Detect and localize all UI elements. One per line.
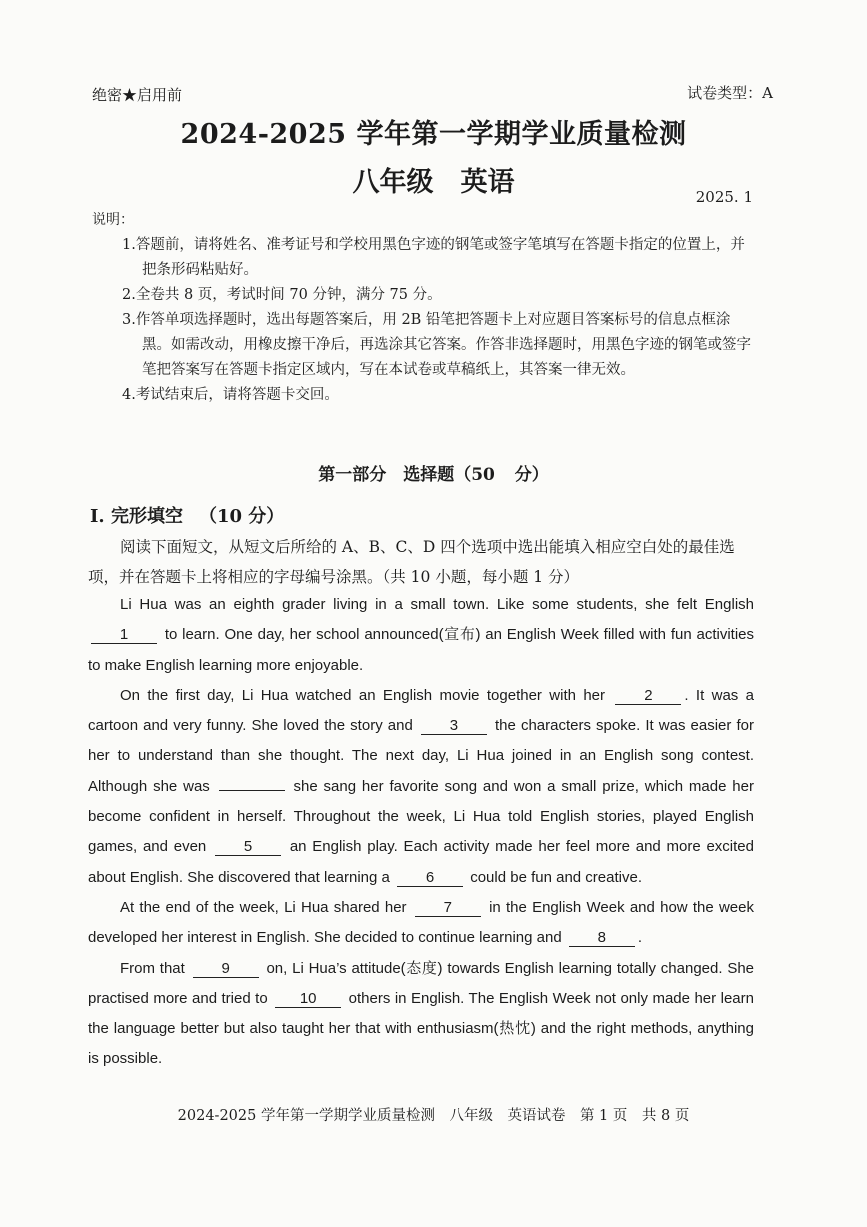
blank-3: 3 [421,717,487,735]
paper-type-label: 试卷类型：A [687,84,773,102]
passage-text: to learn. One day, her school announced(宣布) an English Week filled with fun activities to make English learning more enjoyable. [88,626,754,674]
confidential-label: 绝密★启用前 [92,86,183,104]
passage-text: Li Hua was an eighth grader living in a small town. Like some students, she felt English [120,596,754,613]
blank-5: 5 [215,838,281,856]
passage-text: From that [120,959,185,977]
passage-paragraph [88,681,754,893]
note-item: 1.答题前，请将姓名、准考证号和学校用黑色字迹的钢笔或签字笔填写在答题卡指定的位置上，并把条形码粘贴好。 [122,237,745,278]
blank-9: 9 [193,960,259,978]
blank-6: 6 [397,869,463,887]
blank-10: 10 [275,990,341,1008]
passage-text: . [637,929,643,947]
passage-text: At the end of the week, Li Hua shared her [120,898,407,916]
passage-text: . It was a cartoon and very funny. She loved the story and [88,686,755,735]
passage-text: in the English Week and how the week developed her interest in English. She decided to continue learning and [88,898,754,947]
passage-paragraph [88,590,754,681]
passage-paragraph [88,893,754,954]
blank-8: 8 [569,929,635,947]
section-name: I. 完形填空 [90,506,183,527]
passage-text: the characters spoke. It was easier for her to understand than she thought. The next day, Li Hua joined in an English song contest. Although she was [88,717,754,795]
section-score: （10 分） [198,506,285,527]
notes-list [122,233,754,408]
note-item: 4.考试结束后，请将答题卡交回。 [122,387,339,403]
passage-text: On the first day, Li Hua watched an English movie together with her [120,686,606,704]
blank-4 [219,790,285,791]
note-item: 3.作答单项选择题时，选出每题答案后，用 2B 铅笔把答题卡上对应题目答案标号的信息点框涂黑。如需改动，用橡皮擦干净后，再选涂其它答案。作答非选择题时，用黑色字迹的钢笔或签字笔把答案写在答题卡指定区域内，写在本试卷或草稿纸上，其答案一律无效。 [122,312,751,378]
notes-heading: 说明： [92,212,134,228]
exam-title: 2024-2025 学年第一学期学业质量检测 [180,119,687,150]
passage-text: she sang her favorite song and won a small prize, which made her become confident in herself. Throughout the week, Li Hua told English stories, played English games, and even [88,777,754,856]
section-instructions: 阅读下面短文，从短文后所给的 A、B、C、D 四个选项中选出能填入相应空白处的最佳选项，并在答题卡上将相应的字母编号涂黑。（共 10 小题，每小题 1 分） [88,538,735,586]
blank-2: 2 [615,687,681,705]
passage-paragraph [88,954,754,1075]
part-title: 第一部分 选择题（50 分） [318,465,549,485]
blank-1: 1 [91,626,157,644]
note-item: 2.全卷共 8 页，考试时间 70 分钟，满分 75 分。 [122,287,442,303]
section-title [90,502,284,528]
blank-7: 7 [415,899,481,917]
passage-text: could be fun and creative. [470,868,643,886]
cloze-passage [88,590,754,1075]
passage-text: on, Li Hua’s attitude(态度) towards English learning totally changed. She practised more and tried to [88,959,755,1007]
exam-subtitle: 八年级 英语 [352,167,515,198]
exam-date: 2025. 1 [695,188,753,206]
passage-text: others in English. The English Week not only made her learn the language better but also taught her that with enthusiasm(热忱) and the right methods, anything is possible. [88,989,754,1068]
passage-text: an English play. Each activity made her feel more and more excited about English. She discovered that learning a [88,838,754,886]
page-footer: 2024-2025 学年第一学期学业质量检测 八年级 英语试卷 第 1 页 共 8 页 [177,1108,690,1124]
